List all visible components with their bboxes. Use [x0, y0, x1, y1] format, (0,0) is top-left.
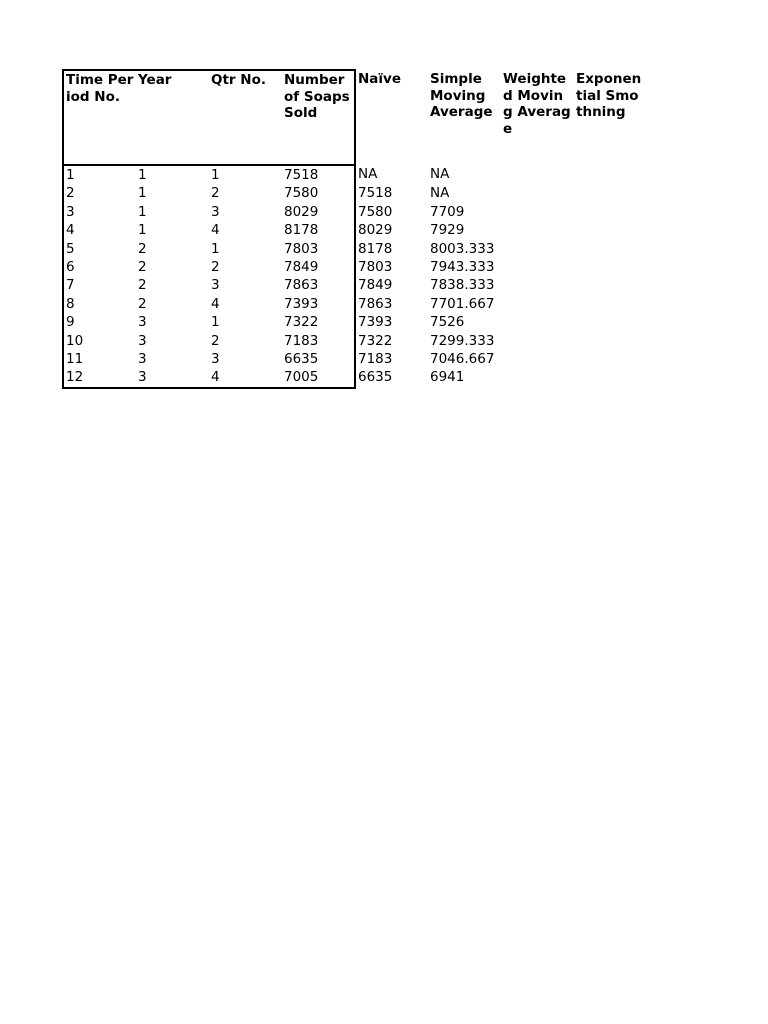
cell-naive[interactable]: 7580 — [358, 203, 393, 220]
cell-naive[interactable]: 7863 — [358, 295, 393, 312]
cell-naive[interactable]: 7849 — [358, 277, 393, 294]
header-time-period[interactable]: Time Period No. — [63, 70, 136, 165]
cell-number-sold[interactable]: 7849 — [282, 258, 355, 276]
cell-exponential-smoothing[interactable] — [574, 350, 647, 368]
cell-weighted-moving-average[interactable] — [501, 368, 574, 387]
cell-time-period[interactable]: 2 — [63, 184, 136, 202]
cell-year[interactable]: 2 — [138, 277, 147, 294]
cell-year[interactable]: 3 — [138, 314, 147, 331]
table-row — [63, 276, 647, 294]
header-exponential-smoothing[interactable]: Exponential Smothning — [576, 71, 642, 120]
cell-time-period[interactable]: 5 — [63, 240, 136, 258]
cell-weighted-moving-average[interactable] — [501, 350, 574, 368]
table-row — [63, 368, 647, 387]
cell-number-sold[interactable]: 7863 — [282, 276, 355, 294]
cell-naive[interactable]: 7322 — [358, 332, 393, 349]
table-body — [63, 165, 647, 388]
cell-time-period[interactable]: 9 — [63, 313, 136, 331]
cell-time-period[interactable]: 4 — [63, 221, 136, 239]
cell-simple-moving-average[interactable]: 7526 — [430, 314, 465, 331]
header-naive[interactable]: Naïve — [358, 71, 401, 87]
cell-time-period[interactable]: 10 — [63, 332, 136, 350]
cell-simple-moving-average[interactable]: 8003.333 — [430, 240, 495, 257]
table-row — [63, 221, 647, 239]
cell-number-sold[interactable]: 8178 — [282, 221, 355, 239]
cell-naive[interactable]: 8178 — [358, 240, 393, 257]
cell-simple-moving-average[interactable]: 7709 — [430, 203, 465, 220]
cell-weighted-moving-average[interactable] — [501, 313, 574, 331]
cell-time-period[interactable]: 7 — [63, 276, 136, 294]
cell-year[interactable]: 2 — [138, 240, 147, 257]
cell-number-sold[interactable]: 6635 — [282, 350, 355, 368]
cell-weighted-moving-average[interactable] — [501, 332, 574, 350]
cell-time-period[interactable]: 3 — [63, 203, 136, 221]
cell-year[interactable]: 1 — [138, 203, 147, 220]
cell-qtr-no[interactable]: 1 — [211, 240, 220, 257]
cell-naive[interactable]: 7803 — [358, 259, 393, 276]
cell-simple-moving-average[interactable]: 7838.333 — [430, 277, 495, 294]
cell-simple-moving-average[interactable]: 7046.667 — [430, 351, 495, 368]
cell-qtr-no[interactable]: 3 — [211, 351, 220, 368]
header-qtr-no[interactable]: Qtr No. — [209, 70, 282, 165]
spreadsheet — [62, 69, 647, 389]
table-row — [63, 165, 647, 184]
cell-simple-moving-average[interactable]: 7929 — [430, 222, 465, 239]
cell-simple-moving-average[interactable]: 7701.667 — [430, 295, 495, 312]
cell-naive[interactable]: 7183 — [358, 351, 393, 368]
cell-weighted-moving-average[interactable] — [501, 165, 574, 184]
cell-time-period[interactable]: 1 — [63, 165, 136, 184]
cell-number-sold[interactable]: 7803 — [282, 240, 355, 258]
header-row — [63, 70, 647, 165]
cell-time-period[interactable]: 12 — [63, 368, 136, 387]
cell-weighted-moving-average[interactable] — [501, 276, 574, 294]
cell-year[interactable]: 1 — [138, 185, 147, 202]
cell-year[interactable]: 3 — [138, 332, 147, 349]
cell-exponential-smoothing[interactable] — [574, 221, 647, 239]
cell-exponential-smoothing[interactable] — [574, 368, 647, 387]
cell-weighted-moving-average[interactable] — [501, 184, 574, 202]
cell-qtr-no[interactable]: 2 — [211, 185, 220, 202]
table-row — [63, 313, 647, 331]
cell-weighted-moving-average[interactable] — [501, 258, 574, 276]
cell-number-sold[interactable]: 8029 — [282, 203, 355, 221]
cell-year[interactable]: 1 — [138, 222, 147, 239]
cell-simple-moving-average[interactable]: NA — [430, 166, 450, 182]
cell-number-sold[interactable]: 7393 — [282, 295, 355, 313]
cell-number-sold[interactable]: 7183 — [282, 332, 355, 350]
cell-number-sold[interactable]: 7005 — [282, 368, 355, 387]
cell-qtr-no[interactable]: 4 — [211, 295, 220, 312]
header-weighted-moving-average[interactable]: Weighted Moving Average — [503, 71, 571, 137]
table-row — [63, 350, 647, 368]
cell-weighted-moving-average[interactable] — [501, 295, 574, 313]
cell-exponential-smoothing[interactable] — [574, 313, 647, 331]
cell-exponential-smoothing[interactable] — [574, 276, 647, 294]
header-simple-moving-average[interactable]: Simple Moving Average — [430, 71, 493, 120]
cell-simple-moving-average[interactable]: NA — [430, 185, 450, 202]
cell-number-sold[interactable]: 7580 — [282, 184, 355, 202]
cell-qtr-no[interactable]: 1 — [211, 314, 220, 331]
cell-exponential-smoothing[interactable] — [574, 258, 647, 276]
cell-qtr-no[interactable]: 3 — [211, 277, 220, 294]
table-row — [63, 240, 647, 258]
cell-exponential-smoothing[interactable] — [574, 165, 647, 184]
cell-qtr-no[interactable]: 4 — [211, 222, 220, 239]
cell-naive[interactable]: 6635 — [358, 369, 393, 386]
cell-year[interactable]: 2 — [138, 295, 147, 312]
cell-naive[interactable]: 8029 — [358, 222, 393, 239]
cell-weighted-moving-average[interactable] — [501, 221, 574, 239]
header-year[interactable]: Year — [136, 70, 209, 165]
cell-exponential-smoothing[interactable] — [574, 332, 647, 350]
cell-naive[interactable]: 7518 — [358, 185, 393, 202]
cell-qtr-no[interactable]: 1 — [211, 167, 220, 183]
table-row — [63, 295, 647, 313]
cell-year[interactable]: 2 — [138, 259, 147, 276]
cell-exponential-smoothing[interactable] — [574, 184, 647, 202]
cell-exponential-smoothing[interactable] — [574, 295, 647, 313]
table-row — [63, 184, 647, 202]
table-row — [63, 332, 647, 350]
cell-number-sold[interactable]: 7518 — [282, 165, 355, 184]
table-row — [63, 203, 647, 221]
cell-simple-moving-average[interactable]: 7943.333 — [430, 259, 495, 276]
cell-qtr-no[interactable]: 4 — [209, 368, 282, 387]
cell-time-period[interactable]: 8 — [63, 295, 136, 313]
cell-simple-moving-average[interactable]: 7299.333 — [430, 332, 495, 349]
cell-weighted-moving-average[interactable] — [501, 203, 574, 221]
cell-qtr-no[interactable]: 2 — [211, 332, 220, 349]
cell-year[interactable]: 3 — [136, 368, 209, 387]
cell-qtr-no[interactable]: 3 — [211, 203, 220, 220]
cell-time-period[interactable]: 6 — [63, 258, 136, 276]
cell-year[interactable]: 3 — [138, 351, 147, 368]
cell-naive[interactable]: NA — [358, 166, 378, 182]
cell-time-period[interactable]: 11 — [63, 350, 136, 368]
cell-number-sold[interactable]: 7322 — [282, 313, 355, 331]
cell-qtr-no[interactable]: 2 — [211, 259, 220, 276]
cell-simple-moving-average[interactable]: 6941 — [430, 369, 465, 386]
forecast-table — [62, 69, 647, 389]
cell-naive[interactable]: 7393 — [358, 314, 393, 331]
cell-year[interactable]: 1 — [138, 167, 147, 183]
cell-exponential-smoothing[interactable] — [574, 240, 647, 258]
cell-exponential-smoothing[interactable] — [574, 203, 647, 221]
header-number-sold[interactable]: Number of Soaps Sold — [282, 70, 355, 165]
table-row — [63, 258, 647, 276]
cell-weighted-moving-average[interactable] — [501, 240, 574, 258]
